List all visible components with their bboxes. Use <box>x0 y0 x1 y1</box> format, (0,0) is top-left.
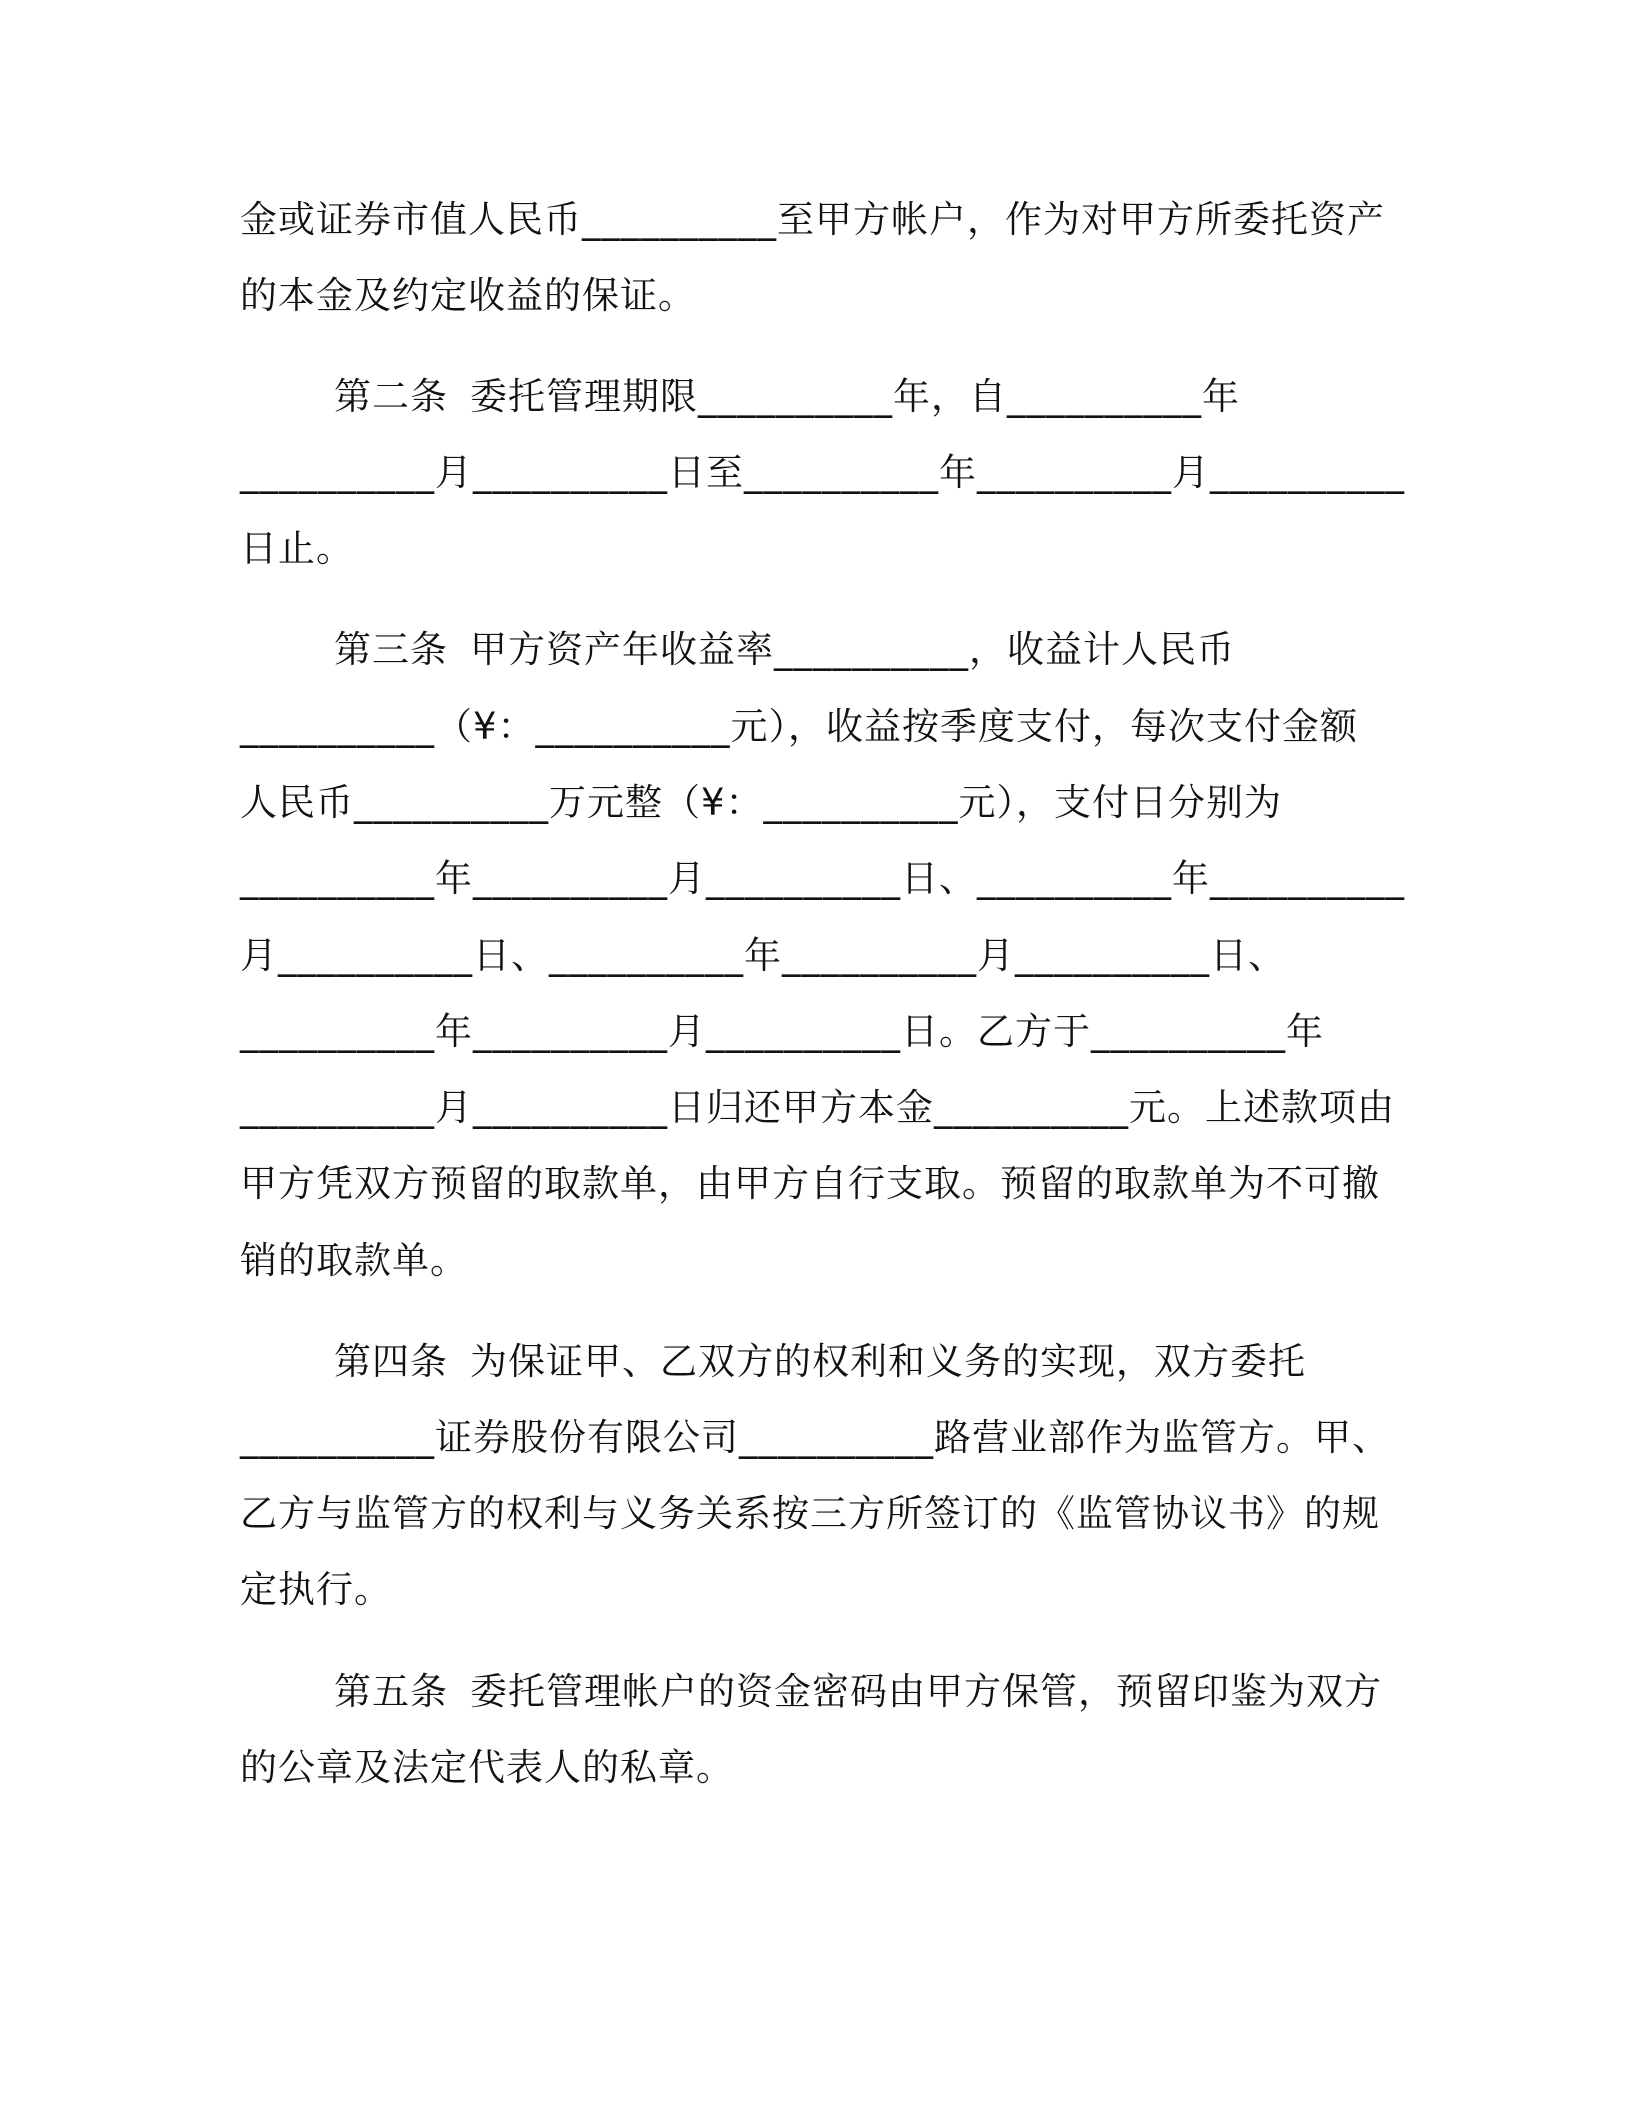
text-line: 销的取款单。 <box>240 1239 468 1282</box>
text-line: 金或证券市值人民币__________至甲方帐户，作为对甲方所委托资产 <box>240 198 1385 241</box>
article-2-number: 第二条 <box>334 375 448 418</box>
text-line: 人民币__________万元整（¥：__________元），支付日分别为 <box>240 781 1283 824</box>
article-4-number: 第四条 <box>334 1340 448 1383</box>
text-line: 的公章及法定代表人的私章。 <box>240 1746 734 1789</box>
article-4-text: 为保证甲、乙双方的权利和义务的实现，双方委托 <box>470 1340 1306 1383</box>
article-3-line <box>334 626 1235 674</box>
article-3-text: 甲方资产年收益率__________，收益计人民币 <box>470 628 1235 671</box>
text-line: 定执行。 <box>240 1568 392 1611</box>
text-line: 甲方凭双方预留的取款单，由甲方自行支取。预留的取款单为不可撤 <box>240 1162 1380 1205</box>
text-line: __________月__________日至__________年__________月__________ <box>240 451 1405 494</box>
text-line: 月__________日、__________年__________月__________日、 <box>240 934 1286 977</box>
article-5-number: 第五条 <box>334 1670 448 1713</box>
article-4-line <box>334 1338 1306 1386</box>
article-5-line <box>334 1668 1382 1716</box>
text-line: 乙方与监管方的权利与义务关系按三方所签订的《监管协议书》的规 <box>240 1492 1380 1535</box>
article-2-text: 委托管理期限__________年，自__________年 <box>470 375 1240 418</box>
article-5-text: 委托管理帐户的资金密码由甲方保管，预留印鉴为双方 <box>470 1670 1382 1713</box>
text-line: __________（¥：__________元），收益按季度支付，每次支付金额 <box>240 705 1359 748</box>
text-line: 日止。 <box>240 527 354 570</box>
text-line: __________证券股份有限公司__________路营业部作为监管方。甲、 <box>240 1416 1390 1459</box>
text-line: __________年__________月__________日、__________年__________ <box>240 857 1405 900</box>
text-line: __________月__________日归还甲方本金__________元。上述款项由 <box>240 1086 1395 1129</box>
text-line: 的本金及约定收益的保证。 <box>240 274 696 317</box>
article-3-number: 第三条 <box>334 628 448 671</box>
text-line: __________年__________月__________日。乙方于__________年 <box>240 1010 1324 1053</box>
article-2-line <box>334 373 1240 421</box>
